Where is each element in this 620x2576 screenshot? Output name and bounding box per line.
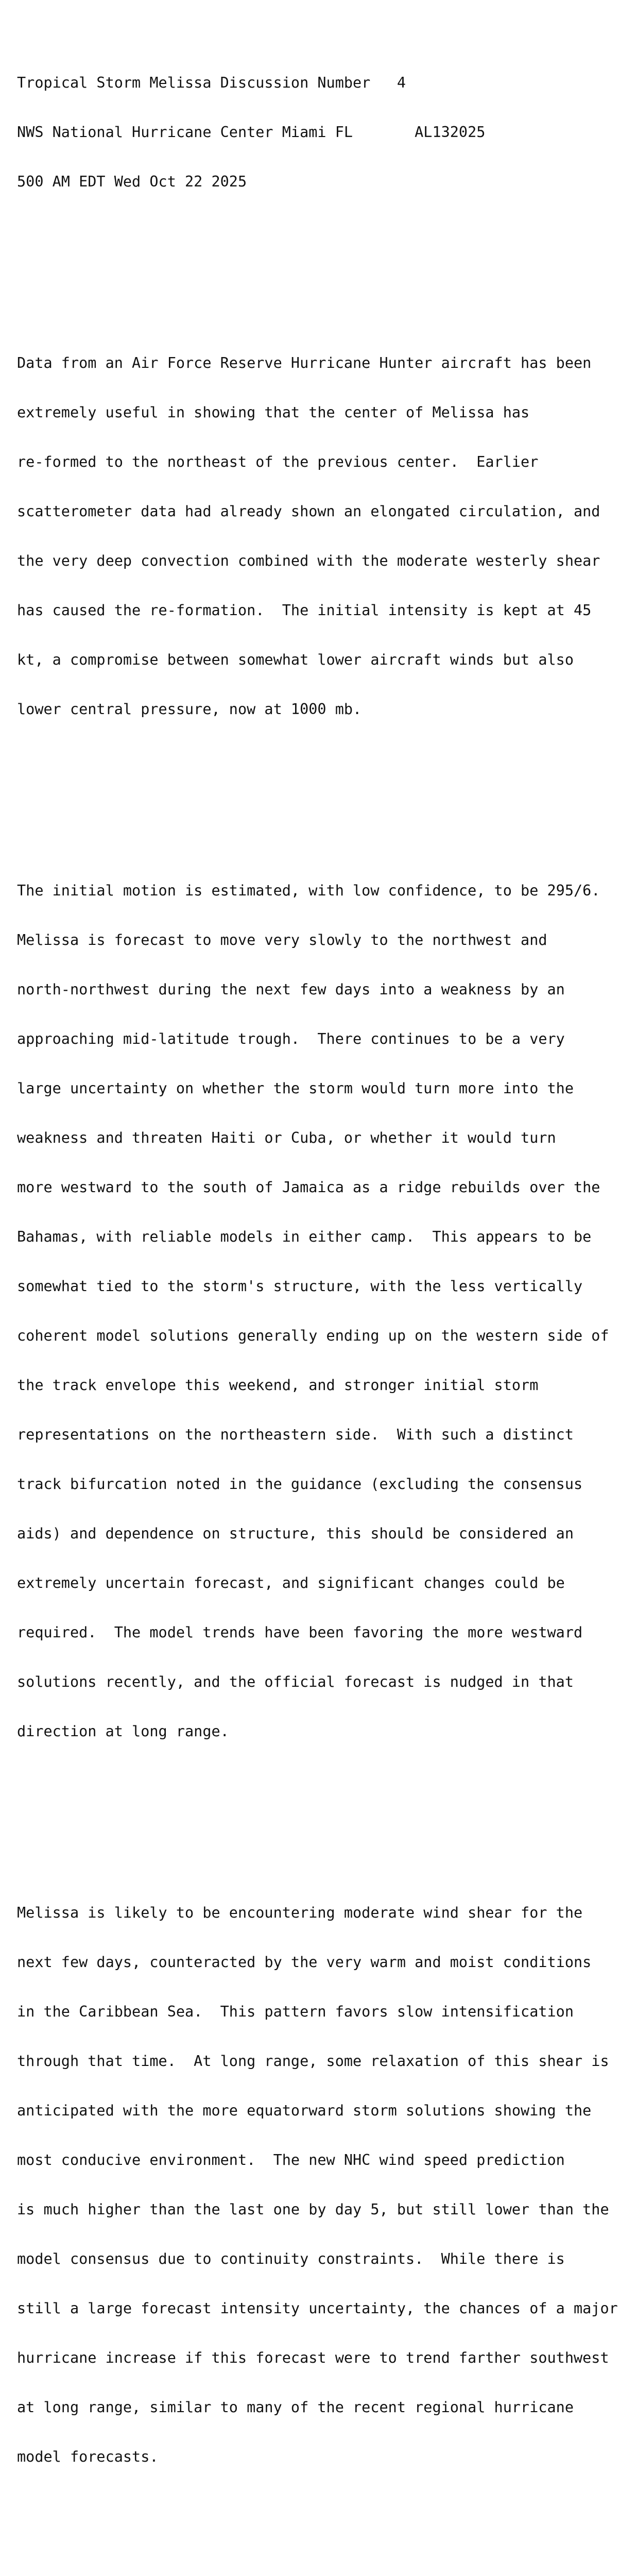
text-line: next few days, counteracted by the very warm and moist conditions: [17, 1954, 592, 1971]
text-line: lower central pressure, now at 1000 mb.: [17, 701, 362, 718]
discussion-text: [17, 9, 618, 2576]
text-line: has caused the re-formation. The initial intensity is kept at 45: [17, 602, 592, 619]
text-line: more westward to the south of Jamaica as a ridge rebuilds over the: [17, 1179, 600, 1196]
text-line: through that time. At long range, some relaxation of this shear is: [17, 2053, 609, 2070]
text-line: coherent model solutions generally ending up on the western side of: [17, 1327, 609, 1344]
text-line: large uncertainty on whether the storm would turn more into the: [17, 1080, 574, 1097]
paragraph-aircraft-data: [17, 322, 618, 751]
blank-line: [17, 784, 618, 800]
discussion-title: Tropical Storm Melissa Discussion Number 4: [17, 74, 406, 91]
paragraph-intensity: [17, 1872, 618, 2498]
blank-line: [17, 2531, 618, 2548]
text-line: The initial motion is estimated, with low confidence, to be 295/6.: [17, 882, 600, 899]
text-line: somewhat tied to the storm's structure, with the less vertically: [17, 1278, 583, 1295]
text-line: representations on the northeastern side. With such a distinct: [17, 1426, 574, 1443]
text-line: Melissa is forecast to move very slowly to the northwest and: [17, 931, 547, 948]
blank-line: [17, 256, 618, 273]
text-line: extremely uncertain forecast, and significant changes could be: [17, 1574, 565, 1591]
text-line: is much higher than the last one by day 5, but still lower than the: [17, 2201, 609, 2218]
text-line: in the Caribbean Sea. This pattern favors slow intensification: [17, 2003, 574, 2020]
text-line: anticipated with the more equatorward storm solutions showing the: [17, 2102, 592, 2119]
text-line: track bifurcation noted in the guidance (excluding the consensus: [17, 1476, 583, 1493]
text-line: aids) and dependence on structure, this should be considered an: [17, 1525, 574, 1542]
text-line: north-northwest during the next few days into a weakness by an: [17, 981, 565, 998]
text-line: the very deep convection combined with the moderate westerly shear: [17, 552, 600, 569]
issue-time: 500 AM EDT Wed Oct 22 2025: [17, 173, 247, 190]
text-line: direction at long range.: [17, 1723, 229, 1740]
text-line: Bahamas, with reliable models in either camp. This appears to be: [17, 1228, 592, 1245]
text-line: model consensus due to continuity constraints. While there is: [17, 2250, 565, 2267]
text-line: Data from an Air Force Reserve Hurricane Hunter aircraft has been: [17, 354, 592, 371]
paragraph-motion: [17, 850, 618, 1773]
text-line: Melissa is likely to be encountering moderate wind shear for the: [17, 1904, 583, 1921]
header: [17, 42, 618, 223]
blank-line: [17, 1806, 618, 1822]
text-line: solutions recently, and the official forecast is nudged in that: [17, 1673, 574, 1690]
text-line: at long range, similar to many of the recent regional hurricane: [17, 2399, 574, 2416]
text-line: weakness and threaten Haiti or Cuba, or whether it would turn: [17, 1129, 556, 1146]
text-line: extremely useful in showing that the center of Melissa has: [17, 404, 530, 421]
text-line: kt, a compromise between somewhat lower aircraft winds but also: [17, 651, 574, 668]
text-line: model forecasts.: [17, 2448, 159, 2465]
text-line: still a large forecast intensity uncertainty, the chances of a major: [17, 2300, 618, 2317]
text-line: scatterometer data had already shown an elongated circulation, and: [17, 503, 600, 520]
text-line: approaching mid-latitude trough. There continues to be a very: [17, 1030, 565, 1047]
issuing-office: NWS National Hurricane Center Miami FL AL132025: [17, 124, 486, 141]
text-line: hurricane increase if this forecast were to trend farther southwest: [17, 2349, 609, 2366]
text-line: required. The model trends have been favoring the more westward: [17, 1624, 583, 1641]
text-line: re-formed to the northeast of the previous center. Earlier: [17, 453, 539, 470]
text-line: most conducive environment. The new NHC wind speed prediction: [17, 2151, 565, 2168]
text-line: the track envelope this weekend, and stronger initial storm: [17, 1377, 539, 1394]
